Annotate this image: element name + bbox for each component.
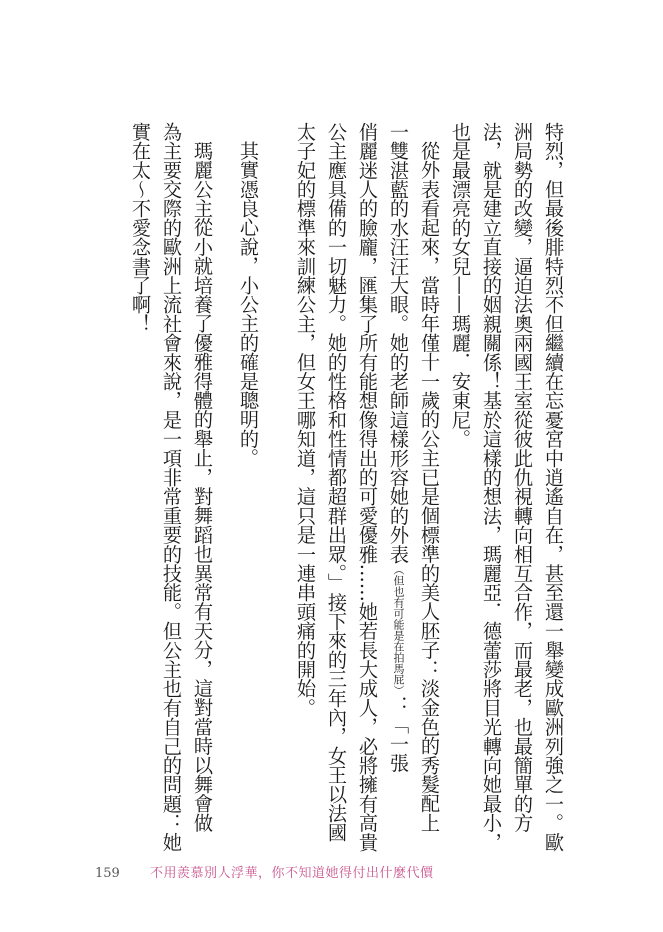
- text-run: ：「一張: [387, 695, 410, 773]
- paragraph-start-column: 其實憑良心說，小公主的確是聰明的。: [237, 141, 260, 468]
- text-column: 公主應具備的一切魅力。她的性格和性情都超群出眾。」接下來的三年內，女王以法國: [325, 122, 348, 842]
- page-number: 159: [95, 866, 120, 881]
- body-text: [123, 122, 565, 852]
- text-column: 實在太〜不愛念書了啊！: [129, 122, 152, 334]
- text-column: 特烈，但最後腓特烈不但繼續在忘憂宮中逍遙自在，甚至還一舉變成歐洲列強之一。歐: [542, 122, 565, 852]
- text-column: 洲局勢的改變，逼迫法奧兩國王室從彼此仇視轉向相互合作，而最老，也最簡單的方: [511, 122, 534, 833]
- text-column: 太子妃的標準來訓練公主，但女王哪知道，這只是一連串頭痛的開始。: [294, 122, 317, 718]
- inline-note: （但也有可能是在拍馬屁）: [392, 563, 405, 696]
- text-column: 為主要交際的歐洲上流社會來說，是一項非常重要的技能。但公主也有自己的問題：她: [160, 122, 183, 852]
- text-column: 俏麗迷人的臉龐，匯集了所有能想像得出的可愛優雅……她若長大成人，必將擁有高貴: [356, 122, 379, 852]
- paragraph-start-column: 從外表看起來，當時年僅十一歲的公主已是個標準的美人胚子：淡金色的秀髮配上: [418, 141, 441, 833]
- paragraph-start-column: 瑪麗公主從小就培養了優雅得體的舉止，對舞蹈也異常有天分，這對當時以舞會做: [191, 141, 214, 833]
- running-title: 不用羨慕別人浮華，你不知道她得付出什麼代價: [149, 866, 434, 881]
- text-column: 法，就是建立直接的姻親關係！基於這樣的想法，瑪麗亞．德蕾莎將目光轉向她最小，: [480, 122, 503, 852]
- text-column-with-note: [389, 122, 408, 772]
- text-column: 也是最漂亮的女兒——瑪麗．安東尼。: [449, 122, 472, 449]
- page-footer: [95, 862, 433, 881]
- text-run: 一雙湛藍的水汪汪大眼。她的老師這樣形容她的外表: [387, 122, 410, 564]
